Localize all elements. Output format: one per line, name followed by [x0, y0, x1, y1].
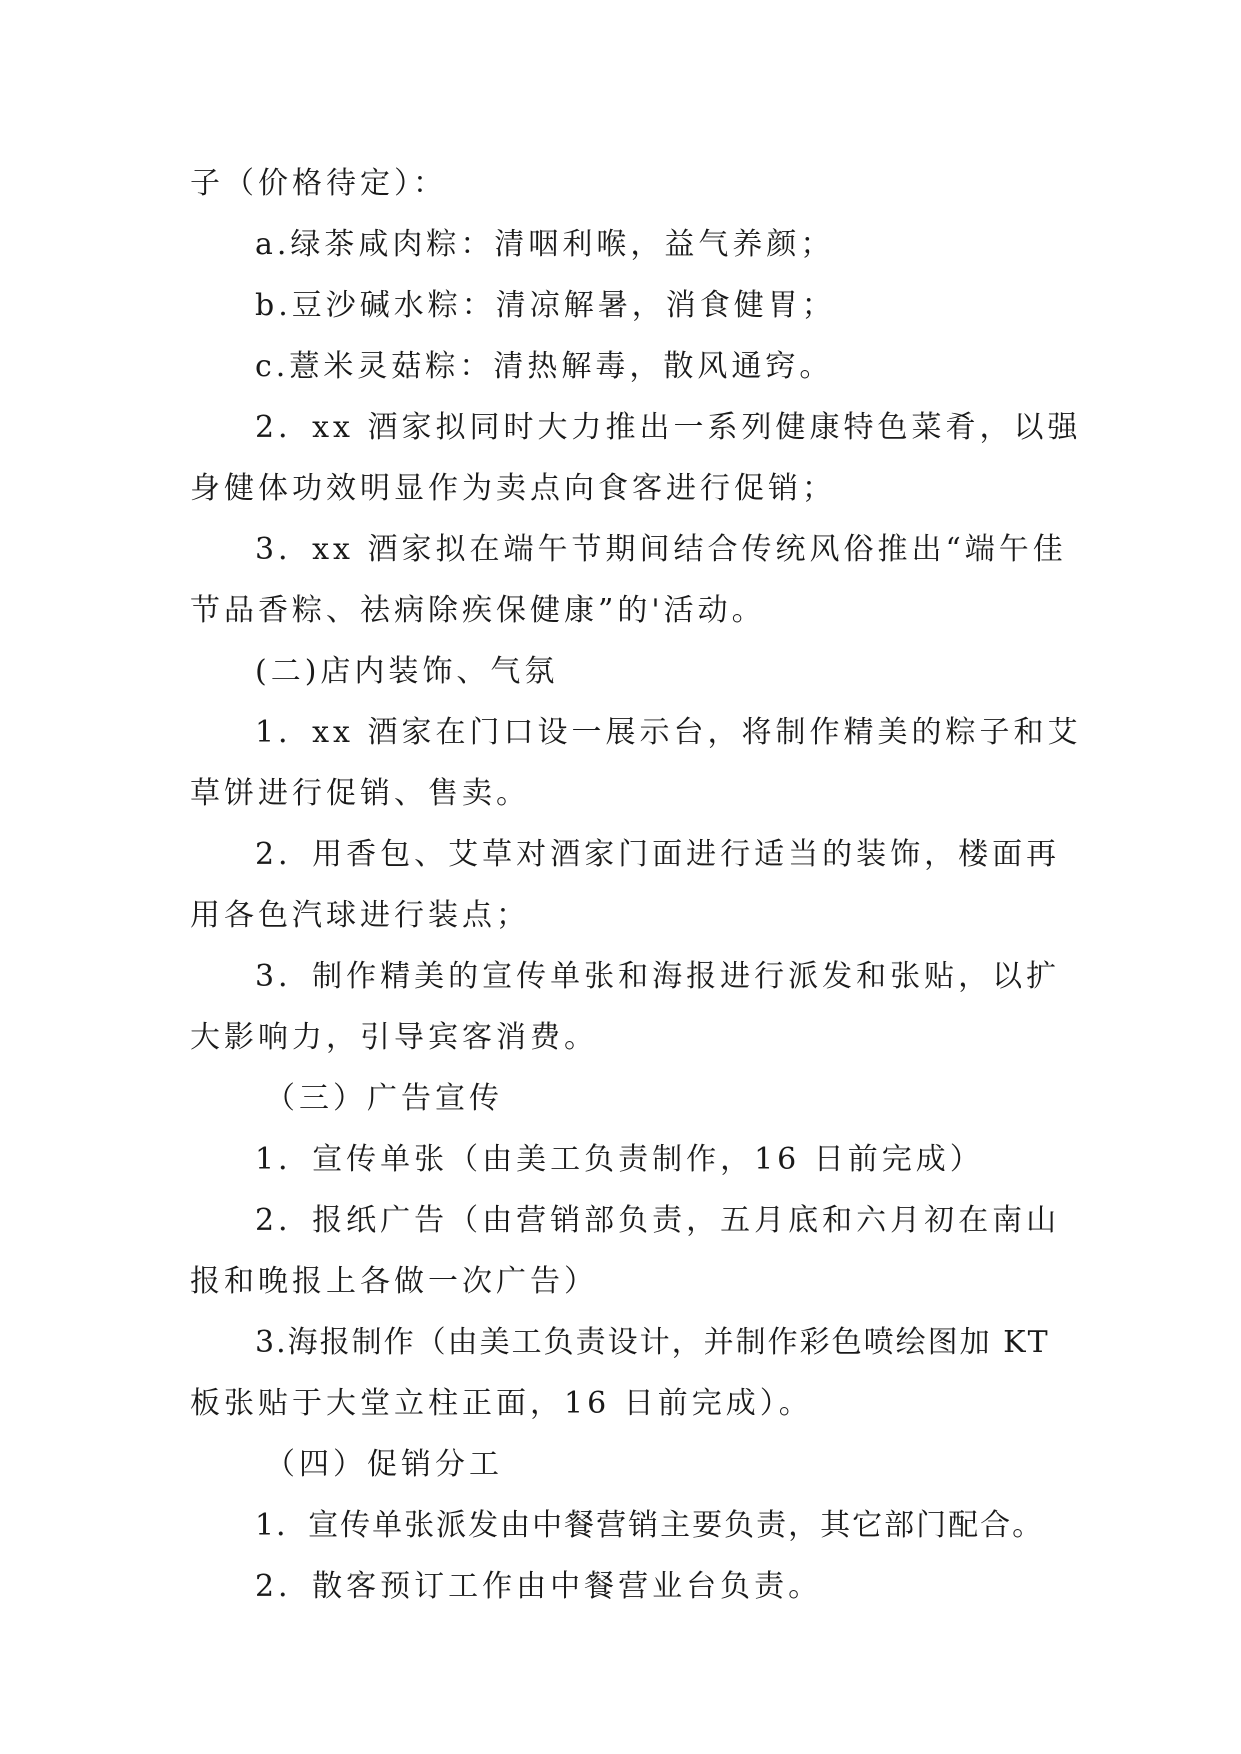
paragraph-line: 1．宣传单张（由美工负责制作，16 日前完成） [255, 1142, 984, 1177]
paragraph-line: 节品香粽、祛病除疾保健康”的'活动。 [190, 593, 766, 628]
paragraph-line: 报和晚报上各做一次广告） [190, 1264, 598, 1299]
list-item-b: b.豆沙碱水粽：清凉解暑，消食健胃； [255, 288, 836, 323]
section-heading: (二)店内装饰、气氛 [255, 654, 559, 689]
paragraph-line: 板张贴于大堂立柱正面，16 日前完成）。 [190, 1386, 813, 1421]
section-heading: （三）广告宣传 [265, 1081, 503, 1116]
paragraph-line: 2．报纸广告（由营销部负责，五月底和六月初在南山 [255, 1203, 1061, 1238]
paragraph-line: 3．制作精美的宣传单张和海报进行派发和张贴，以扩 [255, 959, 1061, 994]
list-item-a: a.绿茶咸肉粽：清咽利喉，益气养颜； [255, 227, 835, 262]
paragraph-line: 2．用香包、艾草对酒家门面进行适当的装饰，楼面再 [255, 837, 1061, 872]
paragraph-line: 3．xx 酒家拟在端午节期间结合传统风俗推出“端午佳 [255, 532, 1067, 567]
paragraph-line: 3.海报制作（由美工负责设计，并制作彩色喷绘图加 KT [255, 1325, 1050, 1360]
section-heading: （四）促销分工 [265, 1447, 503, 1482]
list-item-c: c.薏米灵菇粽：清热解毒，散风通窍。 [255, 349, 834, 384]
paragraph-line: 用各色汽球进行装点； [190, 898, 530, 933]
paragraph-line: 2．散客预订工作由中餐营业台负责。 [255, 1569, 823, 1604]
paragraph-line: 草饼进行促销、售卖。 [190, 776, 530, 811]
paragraph-line: 身健体功效明显作为卖点向食客进行促销； [190, 471, 836, 506]
paragraph-line: 1．xx 酒家在门口设一展示台，将制作精美的粽子和艾 [255, 715, 1082, 750]
paragraph-line: 1．宣传单张派发由中餐营销主要负责，其它部门配合。 [255, 1508, 1045, 1543]
paragraph-line: 大影响力，引导宾客消费。 [190, 1020, 598, 1055]
paragraph-line: 2．xx 酒家拟同时大力推出一系列健康特色菜肴，以强 [255, 410, 1082, 445]
paragraph-line: 子（价格待定）： [190, 166, 447, 201]
